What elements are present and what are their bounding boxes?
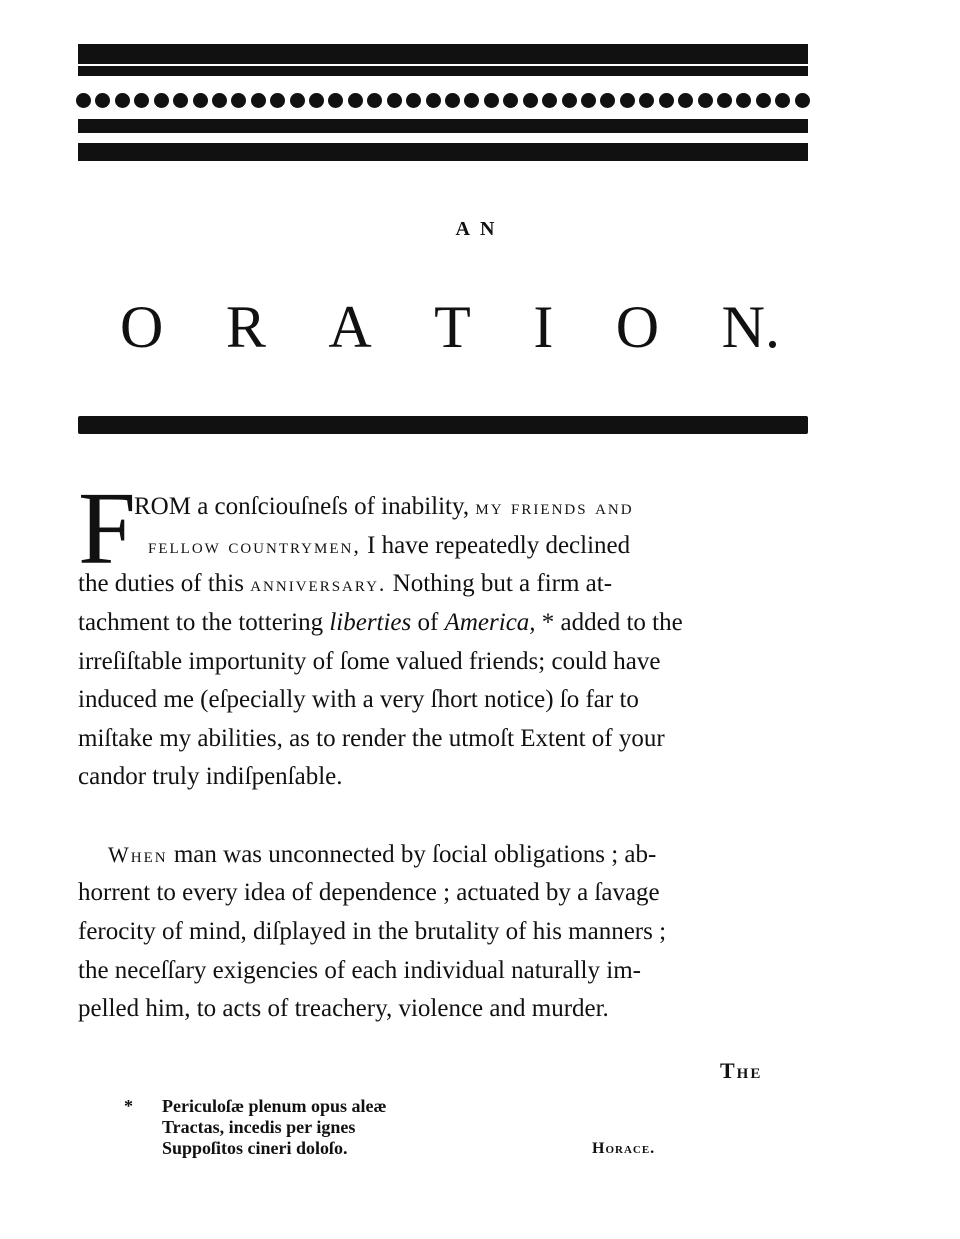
drop-cap: F bbox=[78, 471, 136, 586]
ornament-dot bbox=[464, 93, 479, 108]
catchword: The bbox=[720, 1058, 763, 1083]
small-caps-text: When bbox=[108, 842, 168, 867]
ornament-dot bbox=[387, 93, 402, 108]
paragraph-line: the neceſſary exigencies of each individual naturally im- bbox=[78, 957, 641, 984]
line-text: ROM a conſciouſneſs of inability, bbox=[134, 493, 476, 520]
ornament-dot bbox=[406, 93, 421, 108]
italic-text: liberties bbox=[329, 609, 412, 636]
paragraph-line bbox=[148, 527, 630, 565]
title-letter: O bbox=[615, 294, 660, 360]
line-text: the duties of this bbox=[78, 570, 251, 597]
page-title bbox=[120, 292, 780, 362]
ornament-dot bbox=[367, 93, 382, 108]
ornament-dot-row bbox=[76, 86, 810, 114]
small-caps-text: anniversary. bbox=[250, 571, 387, 596]
title-letter: A bbox=[328, 294, 372, 360]
ornament-dot bbox=[523, 93, 538, 108]
paragraph-line: induced me (eſpecially with a very ſhort notice) ſo far to bbox=[78, 686, 639, 713]
ornament-dot bbox=[736, 93, 751, 108]
ornament-dot bbox=[795, 93, 810, 108]
ornament-dot bbox=[328, 93, 343, 108]
ornament-dot bbox=[600, 93, 615, 108]
paragraph-line: ferocity of mind, diſplayed in the brutality of his manners ; bbox=[78, 918, 667, 945]
ornament-band-top bbox=[78, 44, 808, 64]
ornament-dot bbox=[503, 93, 518, 108]
ornament-dot bbox=[756, 93, 771, 108]
ornament-dot bbox=[134, 93, 149, 108]
footnote-attribution: Horace. bbox=[592, 1140, 656, 1157]
italic-text: America, bbox=[444, 609, 536, 636]
ornament-dot bbox=[76, 93, 91, 108]
line-text: man was unconnected by ſocial obligations ; ab- bbox=[167, 841, 657, 868]
ornament-dot bbox=[95, 93, 110, 108]
title-letter: R bbox=[225, 294, 266, 360]
ornament-dot bbox=[542, 93, 557, 108]
ornament-dot bbox=[698, 93, 713, 108]
ornament-dot bbox=[717, 93, 732, 108]
title-letter: N. bbox=[721, 294, 780, 360]
ornament-dot bbox=[775, 93, 790, 108]
ornament-dot bbox=[154, 93, 169, 108]
paragraph-line: candor truly indiſpenſable. bbox=[78, 763, 343, 790]
footnote-line: Tractas, incedis per ignes bbox=[162, 1117, 356, 1137]
ornament-dot bbox=[270, 93, 285, 108]
ornament-dot bbox=[348, 93, 363, 108]
paragraph-line bbox=[108, 836, 656, 874]
paragraph-line bbox=[134, 488, 634, 526]
ornament-dot bbox=[251, 93, 266, 108]
ornament-dot bbox=[212, 93, 227, 108]
footnote-line: Suppoſitos cineri doloſo. bbox=[162, 1138, 348, 1158]
line-text: Nothing but a firm at- bbox=[386, 570, 613, 597]
footnote-line: Periculoſæ plenum opus aleæ bbox=[162, 1096, 387, 1116]
paragraph-line bbox=[78, 565, 612, 603]
line-text: * added to the bbox=[535, 609, 683, 636]
ornament-dot bbox=[581, 93, 596, 108]
line-text: tachment to the tottering bbox=[78, 609, 330, 636]
ornament-band-bottom bbox=[78, 143, 808, 161]
title-letter: I bbox=[533, 294, 554, 360]
line-text: I have repeatedly declined bbox=[360, 532, 631, 559]
small-caps-text: fellow countrymen, bbox=[148, 533, 361, 558]
ornament-dot bbox=[659, 93, 674, 108]
ornament-dot bbox=[173, 93, 188, 108]
ornament-band-thin bbox=[78, 66, 808, 76]
title-rule bbox=[78, 416, 808, 434]
title-prefix: AN bbox=[455, 218, 505, 240]
ornament-dot bbox=[620, 93, 635, 108]
title-letter: T bbox=[434, 294, 471, 360]
paragraph-line: horrent to every idea of dependence ; actuated by a ſavage bbox=[78, 879, 660, 906]
ornament-dot bbox=[639, 93, 654, 108]
ornament-dot bbox=[115, 93, 130, 108]
ornament-dot bbox=[484, 93, 499, 108]
paragraph-line: pelled him, to acts of treachery, violence and murder. bbox=[78, 995, 609, 1022]
ornament-dot bbox=[231, 93, 246, 108]
paragraph-line: miſtake my abilities, as to render the utmoſt Extent of your bbox=[78, 725, 665, 752]
ornament-dot bbox=[562, 93, 577, 108]
ornament-band-middle bbox=[78, 119, 808, 133]
ornament-dot bbox=[309, 93, 324, 108]
ornament-dot bbox=[193, 93, 208, 108]
footnote-marker: * bbox=[124, 1096, 133, 1116]
paragraph-line: irreſiſtable importunity of ſome valued friends; could have bbox=[78, 648, 661, 675]
paragraph-line bbox=[78, 604, 683, 642]
line-text: of bbox=[411, 609, 445, 636]
ornament-dot bbox=[445, 93, 460, 108]
small-caps-text: my friends and bbox=[475, 494, 634, 519]
ornament-dot bbox=[426, 93, 441, 108]
title-letter: O bbox=[120, 294, 164, 360]
ornament-dot bbox=[290, 93, 305, 108]
ornament-dot bbox=[678, 93, 693, 108]
